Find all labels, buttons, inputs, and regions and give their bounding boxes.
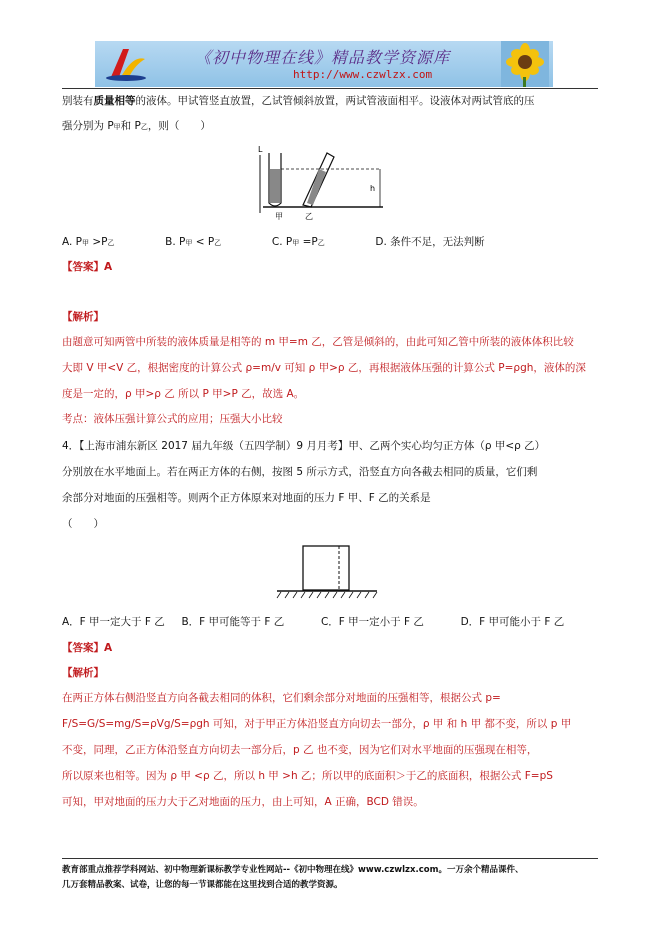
figure-label-jia: 甲 xyxy=(275,212,283,221)
q3-line-2: 强分别为 P甲和 P乙，则（ ） xyxy=(62,120,211,132)
q4-line-4: （ ） xyxy=(62,518,104,530)
q4-line-2: 分别放在水平地面上。若在两正方体的右侧，按图 5 所示方式，沿竖直方向各截去相同的质量，它们剩 xyxy=(62,466,538,478)
q4-analysis-line-1: 在两正方体右侧沿竖直方向各截去相同的体积，它们剩余部分对地面的压强相等，根据公式 p= xyxy=(62,692,501,704)
q4-options xyxy=(62,615,564,629)
footer-line-1: 教育部重点推荐学科网站、初中物理新课标教学专业性网站--《初中物理在线》www.czwlzx.com。一万余个精品课件、 xyxy=(62,865,524,875)
test-tube-figure xyxy=(255,143,390,223)
figure-label-yi: 乙 xyxy=(305,212,313,221)
q4-answer: 【答案】A xyxy=(62,642,113,654)
sunflower-icon xyxy=(501,41,549,87)
option-b: B. P甲 < P乙 xyxy=(165,236,222,248)
q3-analysis-line-3: 度是一定的，ρ 甲>ρ 乙 所以 P 甲>P 乙，故选 A。 xyxy=(62,388,305,400)
q3-line-1: 别装有质量相等的液体。甲试管竖直放置，乙试管倾斜放置，两试管液面相平。设液体对两试管底的压 xyxy=(62,95,535,107)
cube-figure xyxy=(275,540,380,602)
option-a: A. P甲 >P乙 xyxy=(62,236,115,248)
q3-answer: 【答案】A xyxy=(62,261,113,273)
q4-analysis-line-4: 所以原来也相等。因为 ρ 甲 <ρ 乙，所以 h 甲 >h 乙；所以甲的底面积＞于乙的底面积，根据公式 F=pS xyxy=(62,770,553,782)
q4-analysis-line-2: F/S=G/S=mg/S=ρVg/S=ρgh 可知，对于甲正方体沿竖直方向切去一部分，ρ 甲 和 h 甲 都不变，所以 p 甲 xyxy=(62,718,572,730)
option-b: B．F 甲可能等于 F 乙 xyxy=(181,616,285,628)
figure-label-h: h xyxy=(370,184,376,193)
q4-line-3: 余部分对地面的压强相等。则两个正方体原来对地面的压力 F 甲、F 乙的关系是 xyxy=(62,492,431,504)
q3-options xyxy=(62,235,485,250)
figure-label-l: L xyxy=(258,145,263,154)
header-banner xyxy=(95,41,553,87)
footer-line-2: 几万套精品教案、试卷，让您的每一节课都能在这里找到合适的教学资源。 xyxy=(62,880,343,890)
option-c: C．F 甲一定小于 F 乙 xyxy=(320,616,424,628)
footer-rule xyxy=(62,858,598,859)
q3-kaodian: 考点：液体压强计算公式的应用；压强大小比较 xyxy=(62,413,283,425)
q4-line-1: 4．【上海市浦东新区 2017 届九年级（五四学制）9 月月考】甲、乙两个实心均匀正方体（ρ 甲<ρ 乙） xyxy=(62,440,546,452)
option-c: C. P甲 =P乙 xyxy=(271,236,325,248)
q4-analysis-line-3: 不变，同理，乙正方体沿竖直方向切去一部分后，p 乙 也不变，因为它们对水平地面的压强现在相等， xyxy=(62,744,538,756)
q4-analysis-label: 【解析】 xyxy=(62,667,104,679)
banner-title: 《初中物理在线》精品教学资源库 xyxy=(195,48,451,67)
option-d: D．F 甲可能小于 F 乙 xyxy=(460,616,565,628)
q3-analysis-line-2: 大即 V 甲<V 乙，根据密度的计算公式 ρ=m/v 可知 ρ 甲>ρ 乙，再根据液体压强的计算公式 P=ρgh，液体的深 xyxy=(62,362,586,374)
site-logo-icon xyxy=(103,45,149,83)
q3-analysis-label: 【解析】 xyxy=(62,311,104,323)
option-a: A．F 甲一定大于 F 乙 xyxy=(62,616,165,628)
q3-analysis-line-1: 由题意可知两管中所装的液体质量是相等的 m 甲=m 乙，乙管是倾斜的，由此可知乙管中所装的液体体积比较 xyxy=(62,336,574,348)
header-rule xyxy=(62,88,598,89)
banner-url: http://www.czwlzx.com xyxy=(293,68,433,81)
option-d: D. 条件不足，无法判断 xyxy=(375,236,485,248)
q4-analysis-line-5: 可知，甲对地面的压力大于乙对地面的压力，由上可知，A 正确，BCD 错误。 xyxy=(62,796,424,808)
